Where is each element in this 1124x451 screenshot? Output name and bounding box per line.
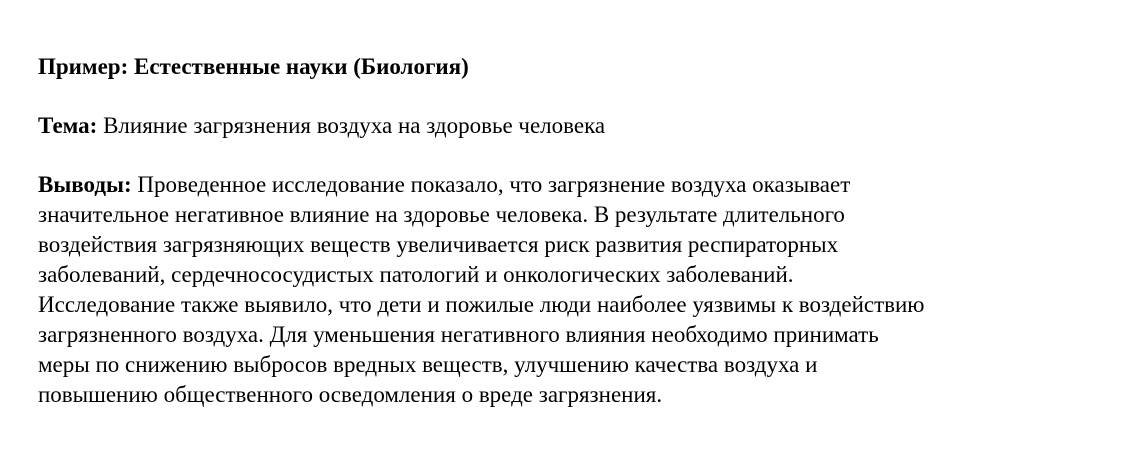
- conclusions-line-text: Проведенное исследование показало, что загрязнение воздуха оказывает: [137, 172, 851, 197]
- conclusions-label: Выводы:: [38, 172, 132, 197]
- topic-text: Влияние загрязнения воздуха на здоровье человека: [103, 113, 606, 138]
- document-page: [38, 52, 1098, 410]
- topic-label: Тема:: [38, 113, 98, 138]
- document-heading: Пример: Естественные науки (Биология): [38, 54, 469, 79]
- conclusions-paragraph: [38, 170, 1098, 410]
- conclusions-line: значительное негативное влияние на здоровье человека. В результате длительного: [38, 202, 845, 227]
- topic-paragraph: [38, 111, 1098, 141]
- conclusions-line: заболеваний, сердечнососудистых патологий и онкологических заболеваний.: [38, 262, 794, 287]
- conclusions-line: Исследование также выявило, что дети и пожилые люди наиболее уязвимы к воздействию: [38, 292, 925, 317]
- conclusions-line: меры по снижению выбросов вредных веществ, улучшению качества воздуха и: [38, 352, 818, 377]
- conclusions-line: воздействия загрязняющих веществ увеличивается риск развития респираторных: [38, 232, 839, 257]
- conclusions-line: загрязненного воздуха. Для уменьшения негативного влияния необходимо принимать: [38, 322, 879, 347]
- conclusions-line: повышению общественного осведомления о вреде загрязнения.: [38, 382, 663, 407]
- conclusions-line: [38, 170, 1098, 200]
